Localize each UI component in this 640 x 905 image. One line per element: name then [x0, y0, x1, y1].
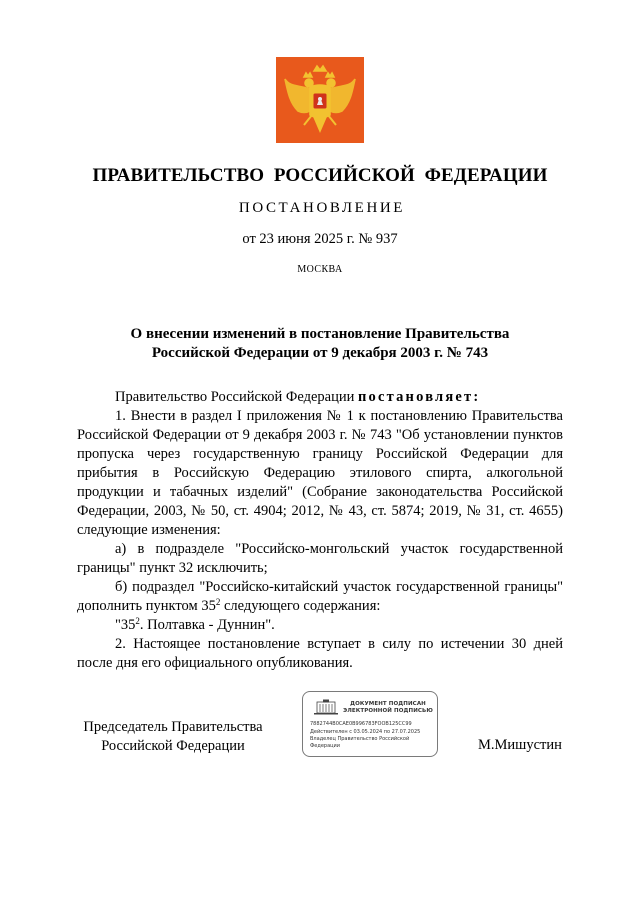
russian-coat-of-arms-icon: [276, 57, 364, 143]
certificate-number: 7882744B0CAE0B996783FOOB125CC99: [310, 721, 412, 727]
electronic-signature-stamp: [302, 691, 438, 757]
item-1-paragraph: 1. Внести в раздел I приложения № 1 к постановлению Правительства Российской Федерации от 9 декабря 2003 г. № 743 "Об установлении пунктов пропуска через государственную границу Российской Федерации для прибытия в Российскую Федерацию этилового спирта, алкогольной продукции и табачных изделий" (Собрание законодательства Российской Федерации, 2003, № 50, ст. 4904; 2012, № 43, ст. 5874; 2019, № 31, ст. 4655) следующие изменения:: [77, 408, 563, 538]
stamp-title: ЭЛЕКТРОННОЙ ПОДПИСЬЮ: [343, 708, 433, 714]
item-b-text-end: следующего содержания:: [220, 598, 381, 614]
certificate-owner: Владелец Правительство Российской: [310, 736, 410, 742]
document-subject: [0, 325, 640, 363]
city: МОСКВА: [297, 264, 343, 275]
decree-word: постановляет:: [357, 389, 481, 405]
superscript: 2: [135, 616, 140, 626]
item-a-paragraph: а) в подразделе "Российско-монгольский участок государственной границы" пункт 32 исключить;: [77, 541, 563, 576]
new-point-text: "35: [115, 617, 136, 633]
subject-line: О внесении изменений в постановление Правительства: [130, 326, 510, 342]
superscript: 2: [215, 597, 221, 607]
certificate-validity: Действителен с 03.05.2024 по 27.07.2025: [310, 729, 421, 735]
document-date-number: от 23 июня 2025 г. № 937: [242, 231, 398, 247]
new-point-paragraph: [77, 616, 563, 635]
item-b-paragraph: [77, 578, 563, 616]
item-b-text: б) подраздел "Российско-китайский участок государственной границы" дополнить пунктом 35: [77, 579, 563, 614]
document-body: [77, 388, 563, 673]
new-point-text-end: . Полтавка - Дуннин".: [139, 617, 275, 633]
government-building-icon: [311, 699, 341, 715]
coat-of-arms-emblem: [276, 57, 364, 143]
signatory-name: М.Мишустин: [478, 737, 562, 753]
intro-text: Правительство Российской Федерации: [115, 389, 358, 405]
document-type: ПОСТАНОВЛЕНИЕ: [238, 200, 406, 216]
government-title: ПРАВИТЕЛЬСТВО РОССИЙСКОЙ ФЕДЕРАЦИИ: [92, 165, 548, 186]
intro-paragraph: [77, 388, 563, 407]
position-line: Российской Федерации: [101, 738, 245, 754]
signatory-position: [78, 718, 268, 756]
stamp-title: ДОКУМЕНТ ПОДПИСАН: [350, 701, 426, 707]
item-2-paragraph: 2. Настоящее постановление вступает в силу по истечении 30 дней после дня его официального опубликования.: [77, 636, 563, 671]
subject-line: Российской Федерации от 9 декабря 2003 г. № 743: [151, 345, 489, 361]
certificate-owner: Федерации: [310, 743, 341, 749]
position-line: Председатель Правительства: [83, 719, 263, 735]
